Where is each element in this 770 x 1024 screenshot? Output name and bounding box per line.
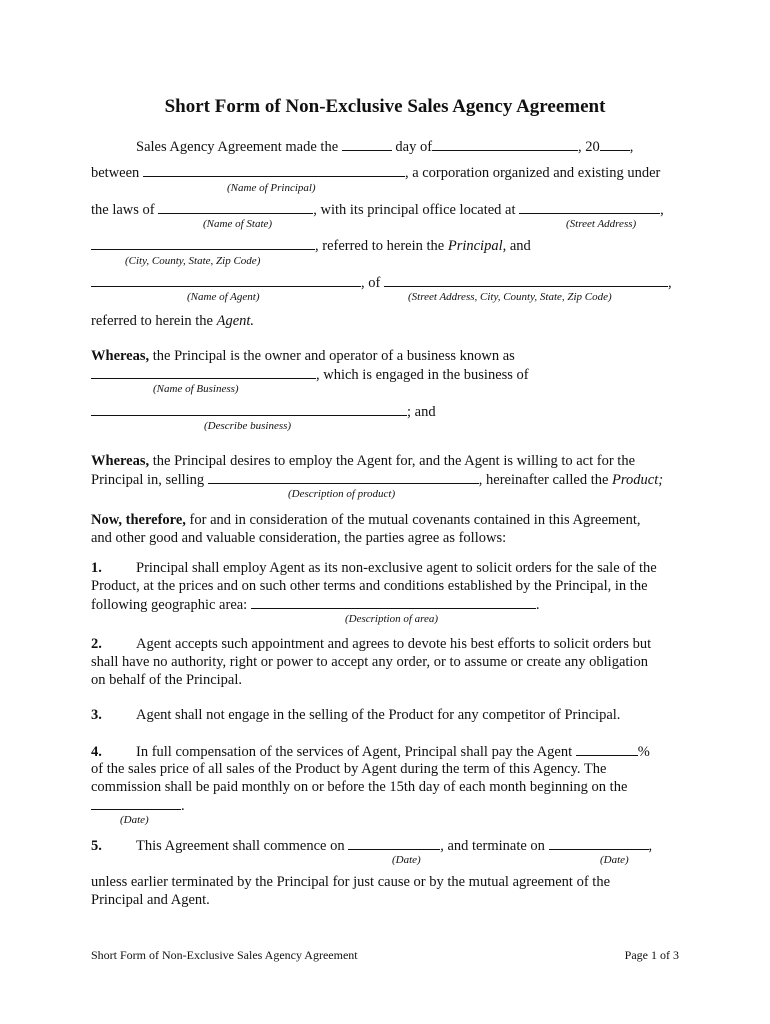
city-county-caption: (City, County, State, Zip Code) — [125, 255, 261, 267]
intro-text: Sales Agency Agreement made the — [136, 139, 339, 155]
section-5-line-2: unless earlier terminated by the Principal for just cause or by the mutual agreement of the — [91, 874, 611, 890]
principal-office-text: , with its principal office located at — [313, 202, 516, 218]
describe-business-caption: (Describe business) — [204, 420, 292, 432]
whereas-1-line-1 — [91, 347, 679, 365]
intro-line-1 — [136, 137, 679, 156]
terminate-text: , and terminate on — [440, 838, 545, 854]
whereas-label: Whereas, — [91, 453, 150, 469]
day-blank[interactable] — [342, 137, 392, 151]
period: . — [535, 597, 540, 613]
commission-date-blank[interactable] — [91, 796, 181, 810]
comma: , — [667, 275, 672, 291]
corporation-text: , a corporation organized and existing under — [404, 165, 661, 181]
section-5-line-3: Principal and Agent. — [91, 892, 210, 908]
state-blank[interactable] — [158, 200, 313, 214]
product-word: Product; — [612, 472, 664, 488]
section-4-line-3: commission shall be paid monthly on or before the 15th day of each month beginning on the — [91, 779, 628, 795]
section-text: Principal shall employ Agent as its non-exclusive agent to solicit orders for the sale of the — [136, 560, 657, 576]
referred-text: , referred to herein the — [315, 238, 445, 254]
section-4-line-4 — [91, 796, 679, 815]
description-of-area-caption: (Description of area) — [345, 613, 439, 625]
section-1-line-1 — [91, 559, 679, 577]
whereas-1-line-3 — [91, 402, 679, 421]
comma: , — [629, 139, 634, 155]
street-address-caption: (Street Address) — [566, 218, 637, 230]
hereinafter-text: , hereinafter called the — [478, 472, 609, 488]
document-title: Short Form of Non-Exclusive Sales Agency Agreement — [164, 96, 606, 117]
now-therefore-line-2: and other good and valuable consideration, the parties agree as follows: — [91, 530, 507, 546]
commence-date-caption: (Date) — [392, 854, 421, 866]
terminate-date-blank[interactable] — [549, 836, 649, 850]
intro-line-5 — [91, 273, 679, 292]
intro-line-2 — [91, 163, 679, 182]
now-therefore-text: for and in consideration of the mutual covenants contained in this Agreement, — [189, 512, 641, 528]
section-number: 1. — [91, 560, 102, 576]
whereas-text: the Principal is the owner and operator of a business known as — [152, 348, 515, 364]
product-blank[interactable] — [208, 470, 479, 484]
agent-address-caption: (Street Address, City, County, State, Zip Code) — [408, 291, 612, 303]
page-number: Page 1 of 3 — [624, 948, 679, 962]
description-of-product-caption: (Description of product) — [288, 488, 396, 500]
principal-name-blank[interactable] — [143, 163, 405, 177]
business-name-blank[interactable] — [91, 365, 316, 379]
name-of-business-caption: (Name of Business) — [153, 383, 239, 395]
business-description-blank[interactable] — [91, 402, 407, 416]
name-of-state-caption: (Name of State) — [203, 218, 273, 230]
year-prefix-text: , 20 — [578, 139, 600, 155]
whereas-text: the Principal desires to employ the Agent for, and the Agent is willing to act for the — [152, 453, 636, 469]
year-blank[interactable] — [600, 137, 630, 151]
whereas-label: Whereas, — [91, 348, 150, 364]
principal-word: Principal, — [447, 238, 507, 254]
section-5-line-1 — [91, 836, 679, 855]
agent-word: Agent. — [216, 313, 255, 329]
name-of-principal-caption: (Name of Principal) — [227, 182, 316, 194]
section-number: 3. — [91, 707, 102, 723]
section-2-line-3: on behalf of the Principal. — [91, 672, 242, 688]
day-of-text: day of — [395, 139, 433, 155]
now-therefore-label: Now, therefore, — [91, 512, 186, 528]
and-text: ; and — [407, 404, 436, 420]
section-4-line-1 — [91, 742, 679, 761]
period: . — [181, 798, 185, 814]
between-text: between — [91, 165, 140, 181]
section-3-line-1 — [91, 706, 679, 724]
laws-of-text: the laws of — [91, 202, 155, 218]
intro-line-6 — [91, 312, 679, 330]
engaged-text: , which is engaged in the business of — [316, 367, 529, 383]
city-county-blank[interactable] — [91, 236, 315, 250]
whereas-2-line-2 — [91, 470, 679, 489]
footer-title: Short Form of Non-Exclusive Sales Agency Agreement — [91, 948, 358, 962]
terminate-date-caption: (Date) — [600, 854, 629, 866]
referred-agent-text: referred to herein the — [91, 313, 213, 329]
section-text: following geographic area: — [91, 597, 248, 613]
selling-text: Principal in, selling — [91, 472, 205, 488]
agent-name-blank[interactable] — [91, 273, 361, 287]
section-number: 2. — [91, 636, 102, 652]
section-number: 5. — [91, 838, 102, 854]
percent-sign: % — [637, 744, 650, 760]
geographic-area-blank[interactable] — [251, 595, 536, 609]
section-2-line-2: shall have no authority, right or power to accept any order, or to assume or create any obligation — [91, 654, 648, 670]
intro-line-4 — [91, 236, 679, 255]
comma: , — [660, 202, 664, 218]
section-2-line-1 — [91, 635, 679, 653]
section-number: 4. — [91, 744, 102, 760]
name-of-agent-caption: (Name of Agent) — [187, 291, 260, 303]
section-text: Agent accepts such appointment and agrees to devote his best efforts to solicit orders but — [136, 636, 652, 652]
and-text: and — [509, 238, 531, 254]
percent-blank[interactable] — [576, 742, 638, 756]
intro-line-3 — [91, 200, 679, 219]
section-text: Agent shall not engage in the selling of the Product for any competitor of Principal. — [136, 707, 621, 723]
section-1-line-2: Product, at the prices and on such other terms and conditions established by the Principal, in the — [91, 578, 648, 594]
month-blank[interactable] — [432, 137, 578, 151]
now-therefore-line-1 — [91, 511, 679, 529]
section-text: In full compensation of the services of Agent, Principal shall pay the Agent — [136, 744, 573, 760]
section-4-line-2: of the sales price of all sales of the Product by Agent during the term of this Agency. The — [91, 761, 607, 777]
commence-date-blank[interactable] — [348, 836, 440, 850]
of-text: , of — [361, 275, 381, 291]
whereas-1-line-2 — [91, 365, 679, 384]
agent-address-blank[interactable] — [384, 273, 668, 287]
section-text: This Agreement shall commence on — [136, 838, 345, 854]
whereas-2-line-1 — [91, 452, 679, 470]
section-1-line-3 — [91, 595, 679, 614]
comma: , — [648, 838, 653, 854]
date-caption: (Date) — [120, 814, 149, 826]
street-address-blank[interactable] — [519, 200, 660, 214]
